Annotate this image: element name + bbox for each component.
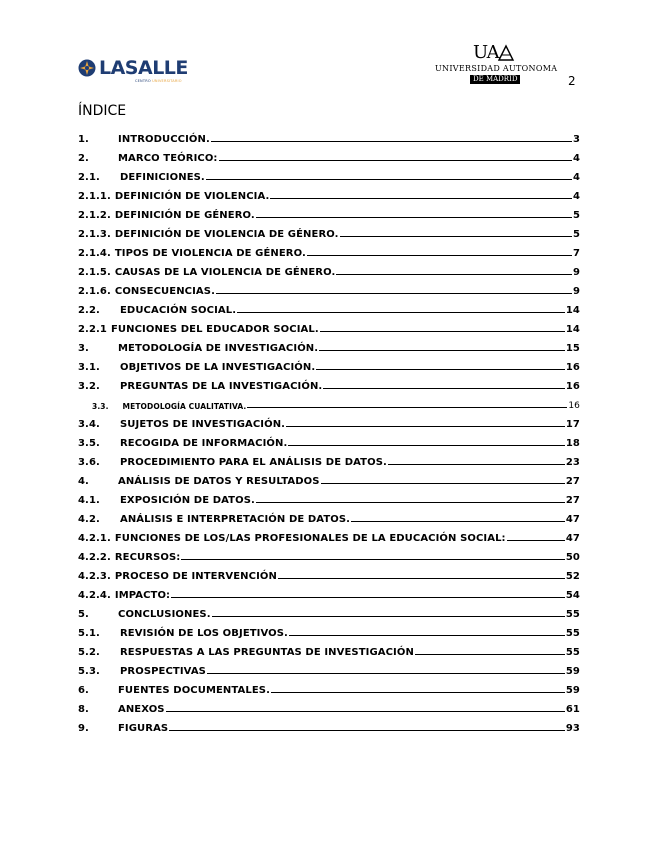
toc-entry-number: 4.2. bbox=[78, 514, 100, 525]
toc-entry-title: PROCESO DE INTERVENCIÓN bbox=[114, 571, 277, 582]
toc-page-number: 52 bbox=[565, 571, 580, 582]
toc-entry-title: ANÁLISIS DE DATOS Y RESULTADOS bbox=[118, 476, 320, 487]
toc-entry-title: DEFINICIONES. bbox=[120, 172, 205, 183]
toc-entry-title: CONSECUENCIAS. bbox=[114, 286, 215, 297]
lasalle-wordmark: LASALLE bbox=[99, 57, 188, 79]
toc-entry-label bbox=[78, 704, 165, 715]
toc-entry-title: FIGURAS bbox=[118, 723, 169, 734]
toc-entry-title: FUNCIONES DE LOS/LAS PROFESIONALES DE LA EDUCACIÓN SOCIAL: bbox=[114, 533, 506, 544]
toc-entry-number: 4.1. bbox=[78, 495, 100, 506]
toc-entry-number: 2.1.3. bbox=[78, 229, 111, 240]
toc-entry[interactable] bbox=[78, 354, 580, 373]
toc-page-number: 4 bbox=[572, 172, 580, 183]
toc-entry-number: 3.3. bbox=[92, 402, 109, 411]
toc-entry-label bbox=[78, 438, 287, 449]
toc-entry[interactable] bbox=[78, 126, 580, 145]
toc-entry-number: 5. bbox=[78, 609, 89, 620]
toc-entry[interactable] bbox=[78, 696, 580, 715]
toc-page-number: 23 bbox=[565, 457, 580, 468]
toc-entry-label bbox=[78, 609, 211, 620]
toc-page-number: 59 bbox=[565, 666, 580, 677]
toc-entry-number: 2.2.1 bbox=[78, 324, 107, 335]
toc-entry-title: RECOGIDA DE INFORMACIÓN. bbox=[120, 438, 288, 449]
toc-leader-line bbox=[388, 463, 565, 465]
toc-entry-label bbox=[78, 153, 218, 164]
toc-entry[interactable] bbox=[78, 715, 580, 734]
toc-entry[interactable] bbox=[78, 145, 580, 164]
toc-entry-number: 2. bbox=[78, 153, 89, 164]
toc-entry-number: 9. bbox=[78, 723, 89, 734]
toc-leader-line bbox=[256, 501, 565, 503]
toc-entry-title: FUNCIONES DEL EDUCADOR SOCIAL. bbox=[110, 324, 319, 335]
toc-entry[interactable] bbox=[78, 240, 580, 259]
toc-entry-label bbox=[78, 552, 180, 563]
uam-city: DE MADRID bbox=[470, 75, 520, 84]
toc-entry[interactable] bbox=[78, 658, 580, 677]
toc-entry-number: 1. bbox=[78, 134, 89, 145]
toc-entry-number: 6. bbox=[78, 685, 89, 696]
toc-entry-number: 3.5. bbox=[78, 438, 100, 449]
toc-entry-title: SUJETOS DE INVESTIGACIÓN. bbox=[120, 419, 286, 430]
page-number: 2 bbox=[568, 74, 576, 88]
toc-entry[interactable] bbox=[78, 620, 580, 639]
toc-entry-number: 5.2. bbox=[78, 647, 100, 658]
toc-entry-label bbox=[78, 191, 269, 202]
toc-entry-title: CONCLUSIONES. bbox=[118, 609, 211, 620]
toc-entry-number: 3.6. bbox=[78, 457, 100, 468]
page-title: ÍNDICE bbox=[78, 103, 127, 119]
toc-entry-title: PREGUNTAS DE LA INVESTIGACIÓN. bbox=[120, 381, 323, 392]
toc-entry-title: RECURSOS: bbox=[114, 552, 181, 563]
toc-entry[interactable] bbox=[78, 316, 580, 335]
toc-entry-number: 2.1.5. bbox=[78, 267, 111, 278]
toc-entry-title: ANEXOS bbox=[118, 704, 165, 715]
page-header bbox=[0, 0, 655, 95]
toc-entry[interactable] bbox=[78, 677, 580, 696]
toc-leader-line bbox=[181, 558, 565, 560]
toc-entry[interactable] bbox=[78, 525, 580, 544]
toc-entry[interactable] bbox=[78, 373, 580, 392]
toc-entry-label bbox=[78, 267, 335, 278]
toc-entry-label bbox=[78, 381, 322, 392]
toc-entry[interactable] bbox=[78, 430, 580, 449]
toc-page-number: 55 bbox=[565, 647, 580, 658]
toc-entry-label bbox=[78, 647, 414, 658]
toc-leader-line bbox=[211, 140, 572, 142]
toc-entry[interactable] bbox=[78, 221, 580, 240]
toc-leader-line bbox=[415, 653, 565, 655]
toc-entry-label bbox=[78, 248, 306, 259]
toc-page-number: 4 bbox=[572, 191, 580, 202]
toc-leader-line bbox=[171, 596, 565, 598]
toc-leader-line bbox=[207, 672, 565, 674]
toc-entry-number: 8. bbox=[78, 704, 89, 715]
toc-entry-title: OBJETIVOS DE LA INVESTIGACIÓN. bbox=[120, 362, 316, 373]
toc-entry[interactable] bbox=[78, 183, 580, 202]
toc-entry-number: 3.4. bbox=[78, 419, 100, 430]
toc-leader-line bbox=[216, 292, 572, 294]
toc-leader-line bbox=[166, 710, 565, 712]
toc-page-number: 14 bbox=[565, 324, 580, 335]
toc-entry-number: 5.3. bbox=[78, 666, 100, 677]
toc-page-number: 9 bbox=[572, 267, 580, 278]
toc-entry-label bbox=[78, 628, 288, 639]
toc-entry-title: INTRODUCCIÓN. bbox=[118, 134, 210, 145]
toc-leader-line bbox=[288, 444, 564, 446]
toc-leader-line bbox=[316, 368, 565, 370]
toc-page-number: 15 bbox=[565, 343, 580, 354]
toc-entry-title: MARCO TEÓRICO: bbox=[118, 153, 218, 164]
toc-entry-number: 2.1.2. bbox=[78, 210, 111, 221]
toc-page-number: 47 bbox=[565, 533, 580, 544]
toc-entry-number: 2.1. bbox=[78, 172, 100, 183]
toc-entry-number: 2.1.4. bbox=[78, 248, 111, 259]
toc-entry-number: 3. bbox=[78, 343, 89, 354]
toc-entry-label bbox=[78, 533, 506, 544]
toc-entry-title: DEFINICIÓN DE VIOLENCIA DE GÉNERO. bbox=[114, 229, 339, 240]
toc-entry-label bbox=[78, 362, 315, 373]
toc-entry-label bbox=[78, 343, 318, 354]
toc-leader-line bbox=[271, 691, 565, 693]
uam-monogram: UA bbox=[473, 42, 499, 63]
toc-leader-line bbox=[319, 349, 565, 351]
toc-leader-line bbox=[336, 273, 572, 275]
toc-page-number: 16 bbox=[568, 401, 580, 411]
toc-page-number: 55 bbox=[565, 609, 580, 620]
toc-entry[interactable] bbox=[78, 335, 580, 354]
toc-page-number: 18 bbox=[565, 438, 580, 449]
toc-entry-title: DEFINICIÓN DE GÉNERO. bbox=[114, 210, 255, 221]
toc-page-number: 50 bbox=[565, 552, 580, 563]
toc-page-number: 16 bbox=[565, 381, 580, 392]
table-of-contents bbox=[78, 126, 580, 734]
toc-entry-number: 4.2.3. bbox=[78, 571, 111, 582]
toc-page-number: 9 bbox=[572, 286, 580, 297]
toc-entry-title: METODOLOGÍA DE INVESTIGACIÓN. bbox=[118, 343, 319, 354]
toc-entry[interactable] bbox=[78, 202, 580, 221]
toc-entry[interactable] bbox=[78, 411, 580, 430]
toc-entry-title: IMPACTO: bbox=[114, 590, 171, 601]
toc-entry[interactable] bbox=[78, 278, 580, 297]
toc-entry-label bbox=[78, 229, 339, 240]
toc-leader-line bbox=[206, 178, 572, 180]
toc-page-number: 4 bbox=[572, 153, 580, 164]
toc-page-number: 5 bbox=[572, 229, 580, 240]
toc-entry[interactable] bbox=[78, 392, 580, 411]
toc-leader-line bbox=[270, 197, 572, 199]
lasalle-logo bbox=[78, 56, 208, 86]
uam-name: UNIVERSIDAD AUTONOMA bbox=[435, 64, 558, 73]
toc-entry-title: PROCEDIMIENTO PARA EL ANÁLISIS DE DATOS. bbox=[120, 457, 387, 468]
toc-entry[interactable] bbox=[78, 582, 580, 601]
toc-page-number: 47 bbox=[565, 514, 580, 525]
toc-page-number: 55 bbox=[565, 628, 580, 639]
toc-page-number: 27 bbox=[565, 476, 580, 487]
toc-entry-number: 4.2.2. bbox=[78, 552, 111, 563]
toc-leader-line bbox=[507, 539, 565, 541]
toc-entry-title: FUENTES DOCUMENTALES. bbox=[118, 685, 270, 696]
toc-leader-line bbox=[351, 520, 565, 522]
toc-page-number: 14 bbox=[565, 305, 580, 316]
toc-entry-label bbox=[78, 324, 319, 335]
toc-entry-number: 4. bbox=[78, 476, 89, 487]
toc-page-number: 7 bbox=[572, 248, 580, 259]
toc-page-number: 59 bbox=[565, 685, 580, 696]
toc-entry-number: 4.2.1. bbox=[78, 533, 111, 544]
toc-entry-title: EDUCACIÓN SOCIAL. bbox=[120, 305, 237, 316]
toc-leader-line bbox=[323, 387, 565, 389]
toc-leader-line bbox=[321, 482, 565, 484]
toc-page-number: 27 bbox=[565, 495, 580, 506]
toc-entry-number: 2.1.6. bbox=[78, 286, 111, 297]
toc-leader-line bbox=[256, 216, 572, 218]
toc-entry-label bbox=[78, 457, 387, 468]
toc-entry[interactable] bbox=[78, 468, 580, 487]
toc-leader-line bbox=[320, 330, 565, 332]
lasalle-tagline: CENTRO UNIVERSITARIO bbox=[135, 79, 182, 83]
toc-entry[interactable] bbox=[78, 563, 580, 582]
toc-entry[interactable] bbox=[78, 601, 580, 620]
toc-page-number: 93 bbox=[565, 723, 580, 734]
toc-entry-title: ANÁLISIS E INTERPRETACIÓN DE DATOS. bbox=[120, 514, 351, 525]
toc-entry[interactable] bbox=[78, 639, 580, 658]
toc-entry-number: 2.1.1. bbox=[78, 191, 111, 202]
toc-entry-title: REVISIÓN DE LOS OBJETIVOS. bbox=[120, 628, 288, 639]
toc-entry-title: PROSPECTIVAS bbox=[120, 666, 206, 677]
toc-entry-label bbox=[78, 210, 255, 221]
toc-page-number: 17 bbox=[565, 419, 580, 430]
toc-entry-label bbox=[78, 666, 206, 677]
toc-leader-line bbox=[286, 425, 565, 427]
toc-leader-line bbox=[219, 159, 572, 161]
toc-leader-line bbox=[307, 254, 572, 256]
toc-entry-title: RESPUESTAS A LAS PREGUNTAS DE INVESTIGACIÓN bbox=[120, 647, 414, 658]
toc-entry[interactable] bbox=[78, 259, 580, 278]
toc-page-number: 16 bbox=[565, 362, 580, 373]
lasalle-emblem-icon bbox=[78, 59, 96, 77]
toc-entry-title: DEFINICIÓN DE VIOLENCIA. bbox=[114, 191, 270, 202]
toc-entry[interactable] bbox=[78, 297, 580, 316]
toc-page-number: 3 bbox=[572, 134, 580, 145]
toc-entry-title: CAUSAS DE LA VIOLENCIA DE GÉNERO. bbox=[114, 267, 336, 278]
toc-entry-label bbox=[78, 590, 170, 601]
toc-page-number: 5 bbox=[572, 210, 580, 221]
toc-entry-title: EXPOSICIÓN DE DATOS. bbox=[120, 495, 255, 506]
toc-entry-number: 2.2. bbox=[78, 305, 100, 316]
toc-leader-line bbox=[169, 729, 565, 731]
toc-entry-label bbox=[78, 134, 210, 145]
toc-entry-label bbox=[78, 476, 320, 487]
toc-entry-label bbox=[78, 723, 168, 734]
toc-leader-line bbox=[289, 634, 565, 636]
toc-entry-label bbox=[78, 514, 350, 525]
toc-entry[interactable] bbox=[78, 544, 580, 563]
toc-leader-line bbox=[237, 311, 565, 313]
toc-entry-number: 4.2.4. bbox=[78, 590, 111, 601]
uam-logo bbox=[435, 42, 558, 84]
toc-entry[interactable] bbox=[78, 506, 580, 525]
toc-entry-number: 3.2. bbox=[78, 381, 100, 392]
toc-entry-number: 5.1. bbox=[78, 628, 100, 639]
toc-entry-label bbox=[78, 685, 270, 696]
toc-page-number: 61 bbox=[565, 704, 580, 715]
toc-entry[interactable] bbox=[78, 164, 580, 183]
toc-entry-title: METODOLOGÍA CUALITATIVA. bbox=[122, 402, 247, 411]
toc-leader-line bbox=[340, 235, 572, 237]
toc-leader-line bbox=[247, 406, 567, 408]
toc-entry-label bbox=[78, 305, 236, 316]
toc-entry-number: 3.1. bbox=[78, 362, 100, 373]
toc-entry-label bbox=[78, 286, 215, 297]
toc-leader-line bbox=[212, 615, 565, 617]
toc-entry-label bbox=[78, 419, 285, 430]
toc-entry-label bbox=[78, 402, 246, 411]
toc-leader-line bbox=[278, 577, 565, 579]
toc-entry-title: TIPOS DE VIOLENCIA DE GÉNERO. bbox=[114, 248, 306, 259]
toc-entry-label bbox=[78, 571, 277, 582]
uam-emblem-icon bbox=[497, 44, 515, 62]
toc-entry-label bbox=[78, 495, 255, 506]
toc-entry[interactable] bbox=[78, 449, 580, 468]
toc-entry-label bbox=[78, 172, 205, 183]
toc-entry[interactable] bbox=[78, 487, 580, 506]
toc-page-number: 54 bbox=[565, 590, 580, 601]
